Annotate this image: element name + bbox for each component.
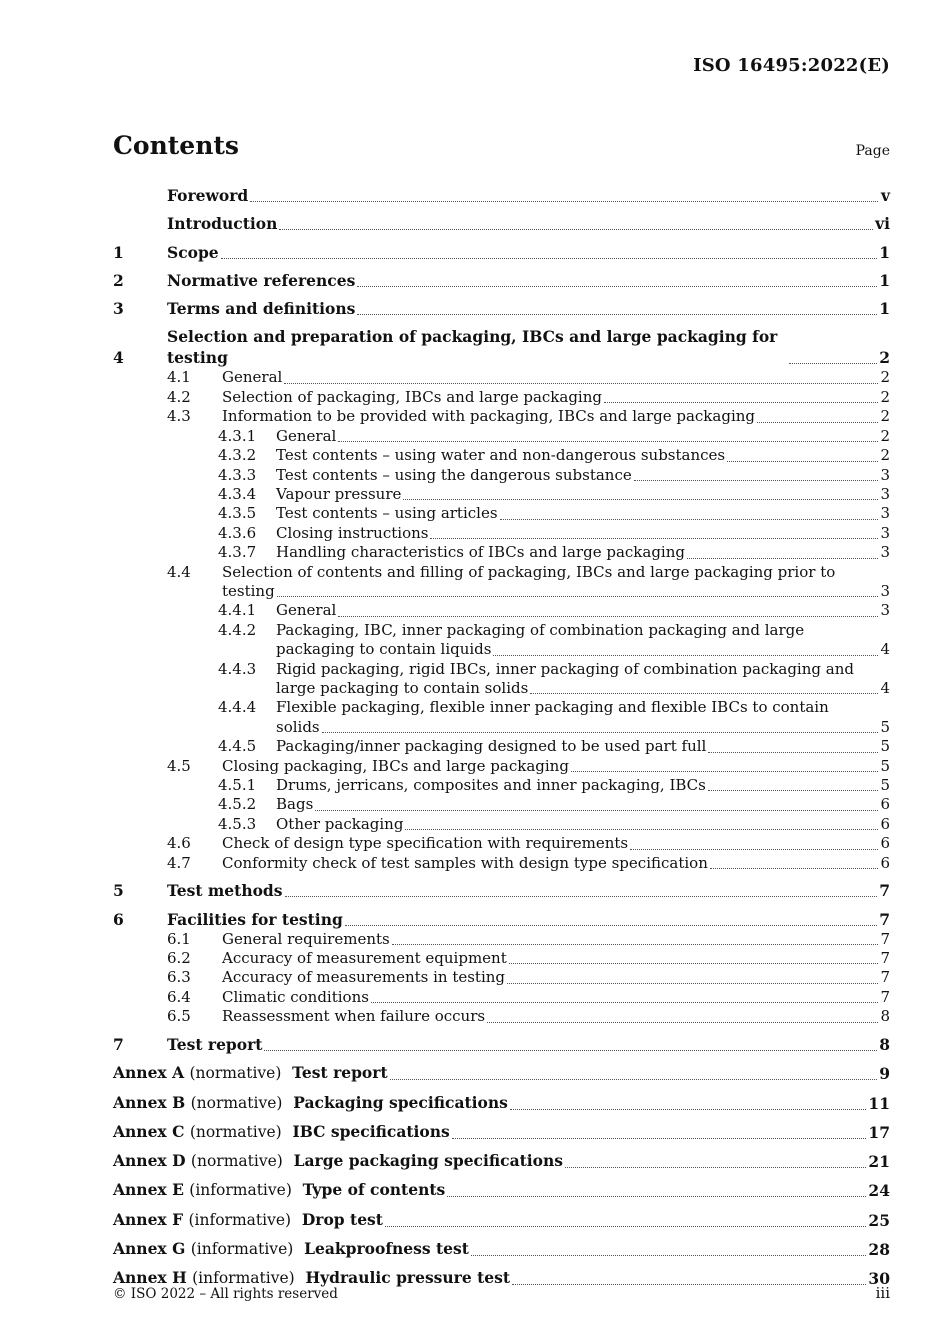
toc-entry-title: Test contents – using water and non-dangerous substances [276, 446, 726, 465]
toc-entry[interactable] [113, 1179, 890, 1201]
toc-entry-page: 2 [880, 446, 890, 465]
toc-entry-title: Normative references [167, 270, 356, 290]
annex-kind: (normative) [189, 1064, 282, 1083]
toc-entry[interactable] [113, 563, 890, 582]
toc-entry[interactable] [113, 640, 890, 659]
dot-leader [322, 732, 878, 733]
toc-entry-number: 4.4.3 [218, 659, 257, 678]
toc-entry-title [113, 1179, 445, 1201]
toc-entry-title: Test contents – using the dangerous substance [276, 465, 632, 484]
toc-entry[interactable] [113, 880, 890, 901]
toc-entry-number: 6.5 [167, 1007, 191, 1026]
dot-leader [371, 1002, 878, 1003]
toc-entry-page: 1 [879, 270, 890, 290]
toc-entry[interactable] [113, 698, 890, 717]
dot-leader [250, 201, 878, 202]
toc-entry-page: 3 [880, 601, 890, 620]
toc-entry-title: Other packaging [276, 814, 404, 833]
annex-kind: (informative) [192, 1269, 295, 1288]
page-number: iii [875, 1284, 890, 1302]
dot-leader [687, 558, 878, 559]
toc-entry-number: 5 [113, 881, 124, 901]
toc-entry-page: 8 [880, 1007, 890, 1026]
toc-entry-page: 3 [880, 523, 890, 542]
dot-leader [509, 963, 878, 964]
dot-leader [284, 383, 878, 384]
toc-entry[interactable] [113, 504, 890, 523]
annex-label: Annex D [113, 1151, 186, 1171]
toc-entry-page: 3 [880, 465, 890, 484]
annex-kind: (normative) [189, 1122, 282, 1141]
toc-entry-title: General requirements [222, 929, 390, 948]
annex-kind: (informative) [190, 1240, 294, 1259]
dot-leader [357, 314, 877, 315]
toc-entry[interactable] [113, 988, 890, 1007]
toc-entry-title: Accuracy of measurements in testing [222, 968, 506, 987]
annex-title: Leakproofness test [304, 1239, 469, 1259]
table-of-contents [113, 185, 890, 1289]
dot-leader [727, 461, 878, 462]
dot-leader [493, 655, 878, 656]
toc-entry-page: 2 [880, 368, 890, 387]
toc-entry-page: 7 [879, 909, 890, 929]
annex-title: Drop test [301, 1209, 383, 1229]
toc-entry-number: 4.7 [167, 853, 191, 872]
toc-entry-title-continued: packaging to contain liquids [276, 640, 492, 659]
toc-entry-number: 7 [113, 1034, 124, 1054]
toc-entry[interactable] [113, 326, 890, 368]
toc-entry-page: 4 [880, 640, 890, 659]
toc-entry[interactable] [113, 601, 890, 620]
toc-entry[interactable] [113, 718, 890, 737]
dot-leader [512, 1284, 866, 1285]
toc-entry-title: Closing instructions [276, 523, 429, 542]
toc-entry-page: 7 [880, 949, 890, 968]
toc-entry[interactable] [113, 815, 890, 834]
toc-entry-title [113, 1062, 388, 1084]
dot-leader [385, 1226, 866, 1227]
dot-leader [634, 480, 878, 481]
annex-title: Packaging specifications [293, 1092, 508, 1112]
toc-entry-title: General [222, 368, 283, 387]
toc-entry-number: 4.2 [167, 387, 191, 406]
toc-entry[interactable] [113, 543, 890, 562]
dot-leader [338, 441, 878, 442]
toc-entry-page: 7 [879, 881, 890, 901]
toc-entry-title: Bags [276, 795, 314, 814]
toc-entry-number: 4.4.5 [218, 737, 257, 756]
toc-entry[interactable] [113, 427, 890, 446]
toc-entry-number: 4 [113, 348, 124, 368]
toc-entry-page: 9 [879, 1064, 890, 1084]
toc-entry[interactable] [113, 854, 890, 873]
toc-entry-page: 8 [879, 1034, 890, 1054]
toc-entry[interactable] [113, 679, 890, 698]
toc-entry-title: Packaging, IBC, inner packaging of combination packaging and large [276, 620, 805, 639]
annex-kind: (informative) [189, 1181, 292, 1200]
annex-title: IBC specifications [292, 1121, 450, 1141]
toc-entry-title: Drums, jerricans, composites and inner packaging, IBCs [276, 776, 706, 795]
toc-entry-page: 7 [880, 987, 890, 1006]
dot-leader [357, 286, 877, 287]
toc-entry-title [113, 1121, 450, 1143]
toc-entry-number: 3 [113, 299, 124, 319]
annex-label: Annex F [113, 1209, 184, 1229]
toc-entry-number: 1 [113, 242, 124, 262]
dot-leader [403, 499, 878, 500]
toc-entry[interactable] [113, 1007, 890, 1026]
toc-entry-title: Vapour pressure [276, 484, 402, 503]
dot-leader [285, 896, 878, 897]
dot-leader [630, 849, 878, 850]
toc-entry-page: 5 [880, 717, 890, 736]
toc-entry-number: 4.5.3 [218, 814, 257, 833]
toc-entry[interactable] [113, 213, 890, 234]
toc-entry[interactable] [113, 621, 890, 640]
toc-entry-title: Reassessment when failure occurs [222, 1007, 486, 1026]
toc-entry[interactable] [113, 1121, 890, 1143]
toc-entry[interactable] [113, 930, 890, 949]
toc-entry[interactable] [113, 776, 890, 795]
toc-entry-number: 6.2 [167, 949, 191, 968]
toc-entry-number: 4.3.6 [218, 523, 257, 542]
toc-entry-number: 4.1 [167, 368, 191, 387]
toc-entry-number: 6.1 [167, 929, 191, 948]
dot-leader [338, 616, 878, 617]
toc-entry-title: Check of design type specification with requirements [222, 834, 629, 853]
toc-entry[interactable] [113, 185, 890, 206]
toc-entry[interactable] [113, 795, 890, 814]
toc-entry-page: 3 [880, 504, 890, 523]
toc-entry-title: Selection of contents and filling of packaging, IBCs and large packaging prior to [222, 562, 836, 581]
annex-kind: (informative) [188, 1210, 292, 1229]
annex-title: Test report [292, 1063, 388, 1083]
toc-entry-number: 4.3.1 [218, 426, 257, 445]
toc-entry-number: 4.4 [167, 562, 191, 581]
annex-kind: (normative) [190, 1093, 283, 1112]
dot-leader [279, 229, 873, 230]
toc-entry[interactable] [113, 834, 890, 853]
dot-leader [507, 983, 878, 984]
toc-entry[interactable] [113, 1150, 890, 1172]
toc-entry-title: Rigid packaging, rigid IBCs, inner packaging of combination packaging and [276, 659, 854, 678]
toc-entry-title: Accuracy of measurement equipment [222, 949, 507, 968]
toc-entry-page: v [880, 186, 890, 205]
toc-entry-title: Scope [167, 242, 219, 262]
toc-entry-number: 4.3.5 [218, 504, 257, 523]
dot-leader [430, 538, 878, 539]
toc-entry[interactable] [113, 388, 890, 407]
dot-leader [510, 1109, 867, 1110]
dot-leader [471, 1255, 867, 1256]
toc-entry-number: 6.4 [167, 987, 191, 1006]
dot-leader [452, 1138, 867, 1139]
toc-entry-number: 4.3.3 [218, 465, 257, 484]
toc-entry-number: 4.4.2 [218, 620, 257, 639]
dot-leader [708, 790, 878, 791]
toc-entry-title: Packaging/inner packaging designed to be used part full [276, 737, 707, 756]
dot-leader [264, 1050, 877, 1051]
annex-label: Annex E [113, 1180, 184, 1200]
dot-leader [757, 422, 878, 423]
dot-leader [315, 810, 878, 811]
toc-entry-number: 6 [113, 909, 124, 929]
toc-entry-number: 4.5.1 [218, 776, 257, 795]
toc-entry-title: Terms and definitions [167, 299, 356, 319]
toc-entry-number: 4.3.7 [218, 543, 257, 562]
toc-entry[interactable] [113, 949, 890, 968]
contents-heading: Contents [113, 131, 240, 160]
toc-entry-page: 11 [868, 1093, 890, 1113]
toc-entry-number: 4.3.4 [218, 484, 257, 503]
toc-entry-page: 7 [880, 929, 890, 948]
toc-entry-title: Test contents – using articles [276, 504, 498, 523]
annex-label: Annex C [113, 1121, 185, 1141]
toc-entry-title [113, 1150, 563, 1172]
toc-entry[interactable] [113, 968, 890, 987]
toc-entry-title [113, 1092, 508, 1114]
toc-entry-number: 4.4.4 [218, 698, 257, 717]
dot-leader [565, 1167, 866, 1168]
toc-entry[interactable] [113, 1238, 890, 1260]
toc-entry-page: 28 [868, 1240, 890, 1260]
toc-entry[interactable] [113, 485, 890, 504]
annex-title: Hydraulic pressure test [305, 1268, 510, 1288]
toc-entry-title: General [276, 601, 337, 620]
toc-entry[interactable] [113, 298, 890, 319]
page-column-label: Page [855, 143, 890, 159]
dot-leader [789, 363, 877, 364]
toc-entry-page: 2 [880, 387, 890, 406]
toc-entry[interactable] [113, 270, 890, 291]
toc-entry-page: 30 [868, 1269, 890, 1289]
toc-entry-page: 2 [880, 407, 890, 426]
toc-entry-title: Foreword [167, 186, 249, 205]
toc-entry-page: vi [875, 214, 890, 234]
toc-entry[interactable] [113, 660, 890, 679]
toc-entry-page: 6 [880, 834, 890, 853]
toc-entry-title [113, 1238, 469, 1260]
toc-entry-title-continued: solids [276, 717, 320, 736]
standard-identifier: ISO 16495:2022(E) [693, 55, 890, 76]
dot-leader [604, 402, 878, 403]
toc-entry-number: 6.3 [167, 968, 191, 987]
dot-leader [221, 258, 878, 259]
toc-entry-title: Test methods [167, 881, 283, 901]
toc-entry[interactable] [113, 1209, 890, 1231]
toc-entry[interactable] [113, 524, 890, 543]
toc-entry-title: Selection of packaging, IBCs and large packaging [222, 387, 602, 406]
toc-entry-title-continued: testing [222, 581, 275, 600]
toc-entry-page: 2 [879, 348, 890, 368]
dot-leader [392, 944, 878, 945]
toc-entry[interactable] [113, 1034, 890, 1055]
dot-leader [500, 519, 878, 520]
toc-entry-title: Facilities for testing [167, 909, 343, 929]
toc-entry-title: Test report [167, 1034, 263, 1054]
toc-entry-page: 3 [880, 484, 890, 503]
toc-entry-page: 4 [880, 678, 890, 697]
toc-entry-page: 24 [868, 1181, 890, 1201]
annex-title: Type of contents [302, 1180, 446, 1200]
toc-entry[interactable] [113, 407, 890, 426]
toc-entry-title: Closing packaging, IBCs and large packaging [222, 756, 569, 775]
toc-entry-number: 4.4.1 [218, 601, 257, 620]
dot-leader [708, 752, 878, 753]
dot-leader [447, 1196, 866, 1197]
toc-entry-page: 5 [880, 756, 890, 775]
annex-label: Annex A [113, 1063, 185, 1083]
toc-entry-page: 1 [879, 299, 890, 319]
dot-leader [277, 596, 878, 597]
toc-entry-number: 4.3 [167, 407, 191, 426]
toc-entry-page: 1 [879, 242, 890, 262]
toc-entry-number: 4.5.2 [218, 795, 257, 814]
annex-label: Annex B [113, 1092, 186, 1112]
toc-entry[interactable] [113, 242, 890, 263]
toc-entry[interactable] [113, 909, 890, 930]
toc-entry-title [113, 1209, 383, 1231]
toc-entry[interactable] [113, 446, 890, 465]
toc-entry[interactable] [113, 1092, 890, 1114]
toc-entry[interactable] [113, 757, 890, 776]
dot-leader [487, 1022, 878, 1023]
toc-entry-page: 7 [880, 968, 890, 987]
toc-entry-page: 5 [880, 776, 890, 795]
annex-label: Annex H [113, 1268, 187, 1288]
dot-leader [710, 868, 878, 869]
toc-entry-title-continued: large packaging to contain solids [276, 678, 529, 697]
copyright-notice: © ISO 2022 – All rights reserved [113, 1286, 338, 1302]
toc-entry-page: 25 [868, 1210, 890, 1230]
toc-entry-title: Conformity check of test samples with design type specification [222, 853, 708, 872]
toc-entry[interactable] [113, 582, 890, 601]
toc-entry-page: 17 [868, 1122, 890, 1142]
toc-entry-title: General [276, 426, 337, 445]
toc-entry-page: 6 [880, 814, 890, 833]
toc-entry-title: Introduction [167, 214, 278, 234]
toc-entry-number: 4.6 [167, 834, 191, 853]
toc-entry-page: 6 [880, 795, 890, 814]
dot-leader [345, 925, 877, 926]
toc-entry-title: Climatic conditions [222, 987, 369, 1006]
dot-leader [530, 693, 878, 694]
toc-entry-page: 2 [880, 426, 890, 445]
toc-entry[interactable] [113, 1062, 890, 1084]
toc-entry-title: Flexible packaging, flexible inner packaging and flexible IBCs to contain [276, 698, 829, 717]
toc-entry-page: 3 [880, 543, 890, 562]
dot-leader [571, 771, 878, 772]
toc-entry-page: 5 [880, 737, 890, 756]
toc-entry-page: 21 [868, 1152, 890, 1172]
annex-label: Annex G [113, 1239, 186, 1259]
toc-entry-page: 3 [880, 581, 890, 600]
dot-leader [390, 1079, 878, 1080]
toc-entry-title: Selection and preparation of packaging, IBCs and large packaging for testing [167, 327, 778, 368]
dot-leader [405, 829, 878, 830]
toc-entry[interactable] [113, 466, 890, 485]
toc-entry-number: 4.5 [167, 756, 191, 775]
toc-entry-title: Information to be provided with packaging, IBCs and large packaging [222, 407, 755, 426]
toc-entry[interactable] [113, 368, 890, 387]
toc-entry[interactable] [113, 737, 890, 756]
annex-title: Large packaging specifications [293, 1151, 564, 1171]
toc-entry-title: Handling characteristics of IBCs and large packaging [276, 543, 685, 562]
annex-kind: (normative) [190, 1152, 283, 1171]
toc-entry-number: 4.3.2 [218, 446, 257, 465]
toc-entry-page: 6 [880, 853, 890, 872]
toc-entry-number: 2 [113, 270, 124, 290]
